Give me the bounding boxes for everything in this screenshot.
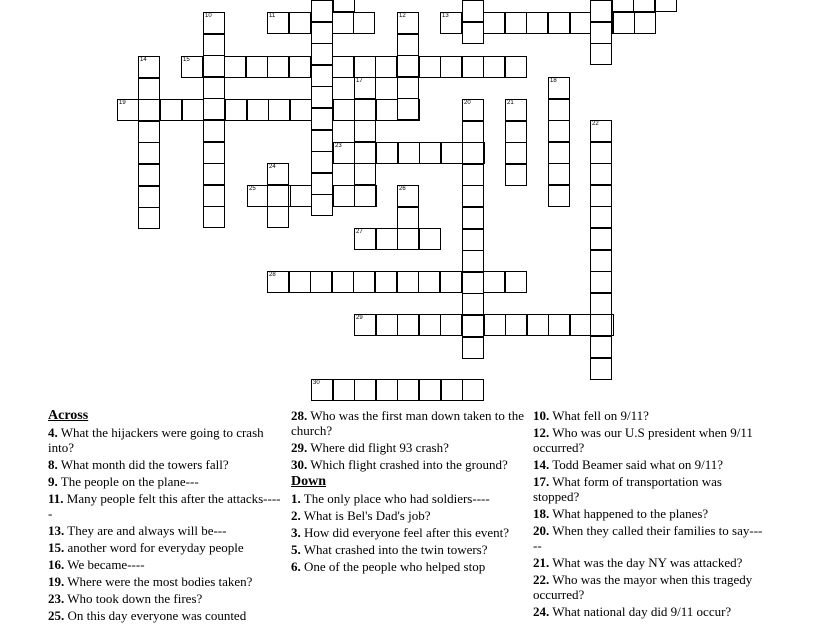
grid-cell[interactable]	[267, 12, 289, 34]
grid-cell[interactable]	[376, 314, 398, 336]
clue-number: 17	[356, 78, 363, 84]
clue-text: Who took down the fires?	[64, 591, 203, 606]
grid-cell[interactable]	[505, 164, 527, 186]
grid-cell[interactable]	[333, 99, 355, 121]
grid-cell[interactable]	[354, 77, 376, 99]
clue-text: What month did the towers fall?	[57, 457, 229, 472]
clue-text: When they called their families to say-----	[533, 523, 763, 553]
grid-cell[interactable]	[484, 314, 506, 336]
grid-cell[interactable]	[590, 250, 612, 272]
grid-cell[interactable]	[311, 43, 333, 65]
grid-cell[interactable]	[462, 185, 484, 207]
grid-cell[interactable]	[398, 142, 420, 164]
across-heading: Across	[48, 408, 89, 423]
grid-cell[interactable]	[310, 271, 332, 293]
grid-cell[interactable]	[462, 379, 484, 401]
grid-cell[interactable]	[462, 99, 484, 121]
grid-cell[interactable]	[419, 314, 441, 336]
grid-cell[interactable]	[225, 99, 247, 121]
grid-cell[interactable]	[418, 271, 440, 293]
grid-cell[interactable]	[590, 22, 612, 44]
grid-cell[interactable]	[505, 121, 527, 143]
grid-cell[interactable]	[354, 379, 376, 401]
grid-cell[interactable]	[354, 142, 376, 164]
clue	[533, 555, 763, 570]
clue-text: Who was our U.S president when 9/11 occurred?	[533, 425, 753, 455]
grid-cell[interactable]	[655, 0, 677, 12]
grid-cell[interactable]	[354, 314, 376, 336]
grid-cell[interactable]	[441, 142, 463, 164]
grid-cell[interactable]	[203, 163, 225, 185]
clue-number: 25	[249, 186, 256, 192]
grid-cell[interactable]	[160, 99, 182, 121]
clue-text: What happened to the planes?	[549, 506, 709, 521]
grid-cell[interactable]	[462, 315, 484, 337]
grid-cell[interactable]	[548, 185, 570, 207]
grid-cell[interactable]	[505, 12, 527, 34]
clue-number: 15.	[48, 540, 65, 555]
clue	[291, 508, 526, 523]
grid-cell[interactable]	[548, 142, 570, 164]
grid-cell[interactable]	[267, 185, 289, 207]
grid-cell[interactable]	[311, 86, 333, 108]
grid-cell[interactable]	[224, 56, 246, 78]
clue-number: 16.	[48, 557, 65, 572]
clue-number: 21.	[533, 555, 550, 570]
grid-cell[interactable]	[138, 207, 160, 229]
grid-cell[interactable]	[117, 99, 139, 121]
grid-cell[interactable]	[440, 314, 462, 336]
grid-cell[interactable]	[138, 142, 160, 164]
grid-cell[interactable]	[462, 142, 484, 164]
grid-cell[interactable]	[290, 99, 312, 121]
clue	[533, 604, 763, 619]
grid-cell[interactable]	[483, 271, 505, 293]
grid-cell[interactable]	[462, 0, 484, 22]
grid-cell[interactable]	[290, 185, 312, 207]
grid-cell[interactable]	[505, 314, 527, 336]
clue	[48, 425, 283, 455]
clue-text: The only place who had soldiers----	[300, 491, 490, 506]
grid-cell[interactable]	[590, 271, 612, 293]
grid-cell[interactable]	[590, 228, 612, 250]
grid-cell[interactable]	[440, 12, 462, 34]
grid-cell[interactable]	[505, 142, 527, 164]
grid-cell[interactable]	[247, 185, 269, 207]
clue-number: 15	[183, 57, 190, 63]
clue-text: another word for everyday people	[64, 540, 244, 555]
grid-cell[interactable]	[613, 12, 635, 34]
clue	[48, 608, 283, 623]
grid-cell[interactable]	[354, 120, 376, 142]
grid-cell[interactable]	[311, 173, 333, 195]
clue-text: One of the people who helped stop	[300, 559, 486, 574]
grid-cell[interactable]	[590, 206, 612, 228]
grid-cell[interactable]	[548, 163, 570, 185]
grid-cell[interactable]	[634, 12, 656, 34]
grid-cell[interactable]	[440, 56, 462, 78]
clue-number: 29.	[291, 440, 308, 455]
grid-cell[interactable]	[397, 207, 419, 229]
grid-cell[interactable]	[333, 142, 355, 164]
clue-number: 4.	[48, 425, 58, 440]
grid-cell[interactable]	[526, 12, 548, 34]
clue-number: 12	[399, 13, 406, 19]
grid-cell[interactable]	[570, 314, 592, 336]
grid-cell[interactable]	[527, 314, 549, 336]
grid-cell[interactable]	[397, 314, 419, 336]
clues-column-1	[48, 408, 283, 625]
grid-cell[interactable]	[397, 379, 419, 401]
grid-cell[interactable]	[268, 99, 290, 121]
grid-cell[interactable]	[138, 164, 160, 186]
grid-cell[interactable]	[462, 207, 484, 229]
clue-text: What crashed into the twin towers?	[300, 542, 488, 557]
grid-cell[interactable]	[570, 12, 592, 34]
grid-cell[interactable]	[182, 99, 204, 121]
clue	[533, 572, 763, 602]
grid-cell[interactable]	[419, 379, 441, 401]
clue-number: 10.	[533, 408, 550, 423]
clue-number: 9.	[48, 474, 58, 489]
grid-cell[interactable]	[332, 56, 354, 78]
clue-text: Many people felt this after the attacks-----	[48, 491, 281, 521]
grid-cell[interactable]	[590, 314, 612, 336]
clue	[291, 525, 526, 540]
clue-number: 25.	[48, 608, 65, 623]
clue-text: Who was the mayor when this tragedy occurred?	[533, 572, 753, 602]
grid-cell[interactable]	[247, 99, 269, 121]
clue-number: 8.	[48, 457, 58, 472]
clue	[291, 440, 526, 455]
clue-text: How did everyone feel after this event?	[300, 525, 510, 540]
grid-cell[interactable]	[462, 293, 484, 315]
clue	[533, 457, 763, 472]
grid-cell[interactable]	[353, 271, 375, 293]
grid-cell[interactable]	[397, 55, 419, 77]
grid-cell[interactable]	[246, 56, 268, 78]
grid-cell[interactable]	[267, 271, 289, 293]
grid-cell[interactable]	[462, 337, 484, 359]
grid-cell[interactable]	[397, 34, 419, 56]
grid-cell[interactable]	[311, 379, 333, 401]
grid-cell[interactable]	[138, 99, 160, 121]
clue-text: What was the day NY was attacked?	[549, 555, 743, 570]
grid-cell[interactable]	[397, 77, 419, 99]
grid-cell[interactable]	[181, 56, 203, 78]
grid-cell[interactable]	[505, 99, 527, 121]
clue	[48, 457, 283, 472]
grid-cell[interactable]	[353, 12, 375, 34]
clue-number: 30	[313, 380, 320, 386]
grid-cell[interactable]	[267, 206, 289, 228]
grid-cell[interactable]	[289, 271, 311, 293]
grid-cell[interactable]	[397, 228, 419, 250]
clue-text: Who was the first man down taken to the church?	[291, 408, 524, 438]
clue	[291, 457, 526, 472]
grid-cell[interactable]	[440, 271, 462, 293]
grid-cell[interactable]	[462, 56, 484, 78]
clue-number: 5.	[291, 542, 301, 557]
clue-number: 1.	[291, 491, 301, 506]
clue-text: On this day everyone was counted	[64, 608, 247, 623]
grid-cell[interactable]	[203, 55, 225, 77]
clue-number: 22	[592, 121, 599, 127]
clue-number: 18	[550, 78, 557, 84]
grid-cell[interactable]	[376, 228, 398, 250]
grid-cell[interactable]	[548, 99, 570, 121]
grid-cell[interactable]	[332, 271, 354, 293]
grid-cell[interactable]	[590, 358, 612, 380]
clue-text: The people on the plane---	[57, 474, 199, 489]
grid-cell[interactable]	[505, 271, 527, 293]
clue	[48, 491, 283, 521]
clue-number: 24.	[533, 604, 550, 619]
grid-cell[interactable]	[462, 121, 484, 143]
clue-number: 19	[119, 100, 126, 106]
grid-cell[interactable]	[311, 22, 333, 44]
grid-cell[interactable]	[311, 0, 333, 22]
grid-cell[interactable]	[462, 229, 484, 251]
clue-text: What the hijackers were going to crash into?	[48, 425, 264, 455]
grid-cell[interactable]	[590, 336, 612, 358]
grid-cell[interactable]	[267, 56, 289, 78]
clue-number: 23	[335, 143, 342, 149]
grid-cell[interactable]	[590, 120, 612, 142]
grid-cell[interactable]	[375, 56, 397, 78]
clue-text: What form of transportation was stopped?	[533, 474, 722, 504]
grid-cell[interactable]	[462, 22, 484, 44]
down-heading: Down	[291, 474, 327, 489]
clue-number: 20.	[533, 523, 550, 538]
grid-cell[interactable]	[203, 206, 225, 228]
grid-cell[interactable]	[590, 0, 612, 22]
clue-number: 18.	[533, 506, 550, 521]
grid-cell[interactable]	[333, 185, 355, 207]
grid-cell[interactable]	[354, 99, 376, 121]
grid-cell[interactable]	[289, 56, 311, 78]
grid-cell[interactable]	[203, 185, 225, 207]
clue-number: 10	[205, 13, 212, 19]
grid-cell[interactable]	[311, 130, 333, 152]
clue-number: 22.	[533, 572, 550, 587]
grid-cell[interactable]	[332, 12, 354, 34]
grid-cell[interactable]	[612, 0, 634, 12]
grid-cell[interactable]	[483, 56, 505, 78]
clue-number: 30.	[291, 457, 308, 472]
grid-cell[interactable]	[419, 142, 441, 164]
grid-cell[interactable]	[548, 314, 570, 336]
grid-cell[interactable]	[462, 272, 484, 294]
clues-column-2	[291, 408, 526, 576]
clue-number: 11.	[48, 491, 64, 506]
grid-cell[interactable]	[548, 77, 570, 99]
clue	[533, 474, 763, 504]
grid-cell[interactable]	[397, 271, 419, 293]
grid-cell[interactable]	[376, 99, 398, 121]
clue	[533, 425, 763, 455]
grid-cell[interactable]	[311, 65, 333, 87]
clue	[48, 474, 283, 489]
clue-text: Where did flight 93 crash?	[307, 440, 449, 455]
clue-number: 26	[399, 186, 406, 192]
clue	[48, 574, 283, 589]
clue-number: 24	[269, 164, 276, 170]
grid-cell[interactable]	[462, 164, 484, 186]
grid-cell[interactable]	[376, 142, 398, 164]
grid-cell[interactable]	[138, 78, 160, 100]
grid-cell[interactable]	[203, 120, 225, 142]
grid-cell[interactable]	[203, 34, 225, 56]
clue-number: 2.	[291, 508, 301, 523]
clue-number: 13	[442, 13, 449, 19]
grid-cell[interactable]	[354, 163, 376, 185]
clue-text: What fell on 9/11?	[549, 408, 649, 423]
clue-number: 17.	[533, 474, 550, 489]
grid-cell[interactable]	[590, 163, 612, 185]
clue-number: 21	[507, 100, 514, 106]
clue-number: 20	[464, 100, 471, 106]
clue	[291, 542, 526, 557]
clue-number: 13.	[48, 523, 65, 538]
clue-number: 28	[269, 272, 276, 278]
grid-cell[interactable]	[376, 379, 398, 401]
clue-number: 27	[356, 229, 363, 235]
grid-cell[interactable]	[419, 56, 441, 78]
clue-text: What is Bel's Dad's job?	[300, 508, 431, 523]
clue-number: 11	[269, 13, 276, 19]
grid-cell[interactable]	[354, 228, 376, 250]
grid-cell[interactable]	[633, 0, 655, 12]
grid-cell[interactable]	[289, 12, 311, 34]
clue	[291, 408, 526, 438]
grid-cell[interactable]	[548, 120, 570, 142]
clue-number: 19.	[48, 574, 65, 589]
clue	[291, 559, 526, 574]
grid-cell[interactable]	[311, 151, 333, 173]
grid-cell[interactable]	[333, 379, 355, 401]
grid-cell[interactable]	[590, 293, 612, 315]
clue	[533, 408, 763, 423]
grid-cell[interactable]	[397, 185, 419, 207]
clue-text: They are and always will be---	[64, 523, 227, 538]
grid-cell[interactable]	[203, 77, 225, 99]
clue-text: Which flight crashed into the ground?	[307, 457, 508, 472]
clue-number: 6.	[291, 559, 301, 574]
grid-cell[interactable]	[311, 194, 333, 216]
clue	[48, 557, 283, 572]
grid-cell[interactable]	[548, 12, 570, 34]
grid-cell[interactable]	[397, 98, 419, 120]
grid-cell[interactable]	[203, 98, 225, 120]
grid-cell[interactable]	[267, 163, 289, 185]
clue-number: 14.	[533, 457, 550, 472]
clue	[48, 523, 283, 538]
clue	[48, 591, 283, 606]
grid-cell[interactable]	[590, 185, 612, 207]
clue	[533, 523, 763, 553]
clue-number: 12.	[533, 425, 550, 440]
clue-text: Todd Beamer said what on 9/11?	[549, 457, 724, 472]
grid-cell[interactable]	[483, 12, 505, 34]
clue-number: 3.	[291, 525, 301, 540]
clue-text: What national day did 9/11 occur?	[549, 604, 732, 619]
clue-text: We became----	[64, 557, 145, 572]
grid-cell[interactable]	[375, 271, 397, 293]
grid-cell[interactable]	[419, 228, 441, 250]
clue-text: Where were the most bodies taken?	[64, 574, 253, 589]
grid-cell[interactable]	[354, 185, 376, 207]
clue	[48, 540, 283, 555]
clue-number: 23.	[48, 591, 65, 606]
grid-cell[interactable]	[203, 12, 225, 34]
clue	[291, 491, 526, 506]
clue-number: 29	[356, 315, 363, 321]
grid-cell[interactable]	[138, 121, 160, 143]
grid-cell[interactable]	[462, 250, 484, 272]
grid-cell[interactable]	[441, 379, 463, 401]
grid-cell[interactable]	[505, 56, 527, 78]
clues-column-3	[533, 408, 763, 621]
grid-cell[interactable]	[311, 108, 333, 130]
clue	[533, 506, 763, 521]
grid-cell[interactable]	[590, 43, 612, 65]
clue-number: 14	[140, 57, 147, 63]
grid-cell[interactable]	[138, 56, 160, 78]
grid-cell[interactable]	[590, 142, 612, 164]
grid-cell[interactable]	[333, 0, 355, 12]
grid-cell[interactable]	[203, 142, 225, 164]
clue-number: 28.	[291, 408, 308, 423]
grid-cell[interactable]	[354, 56, 376, 78]
grid-cell[interactable]	[138, 186, 160, 208]
grid-cell[interactable]	[397, 12, 419, 34]
